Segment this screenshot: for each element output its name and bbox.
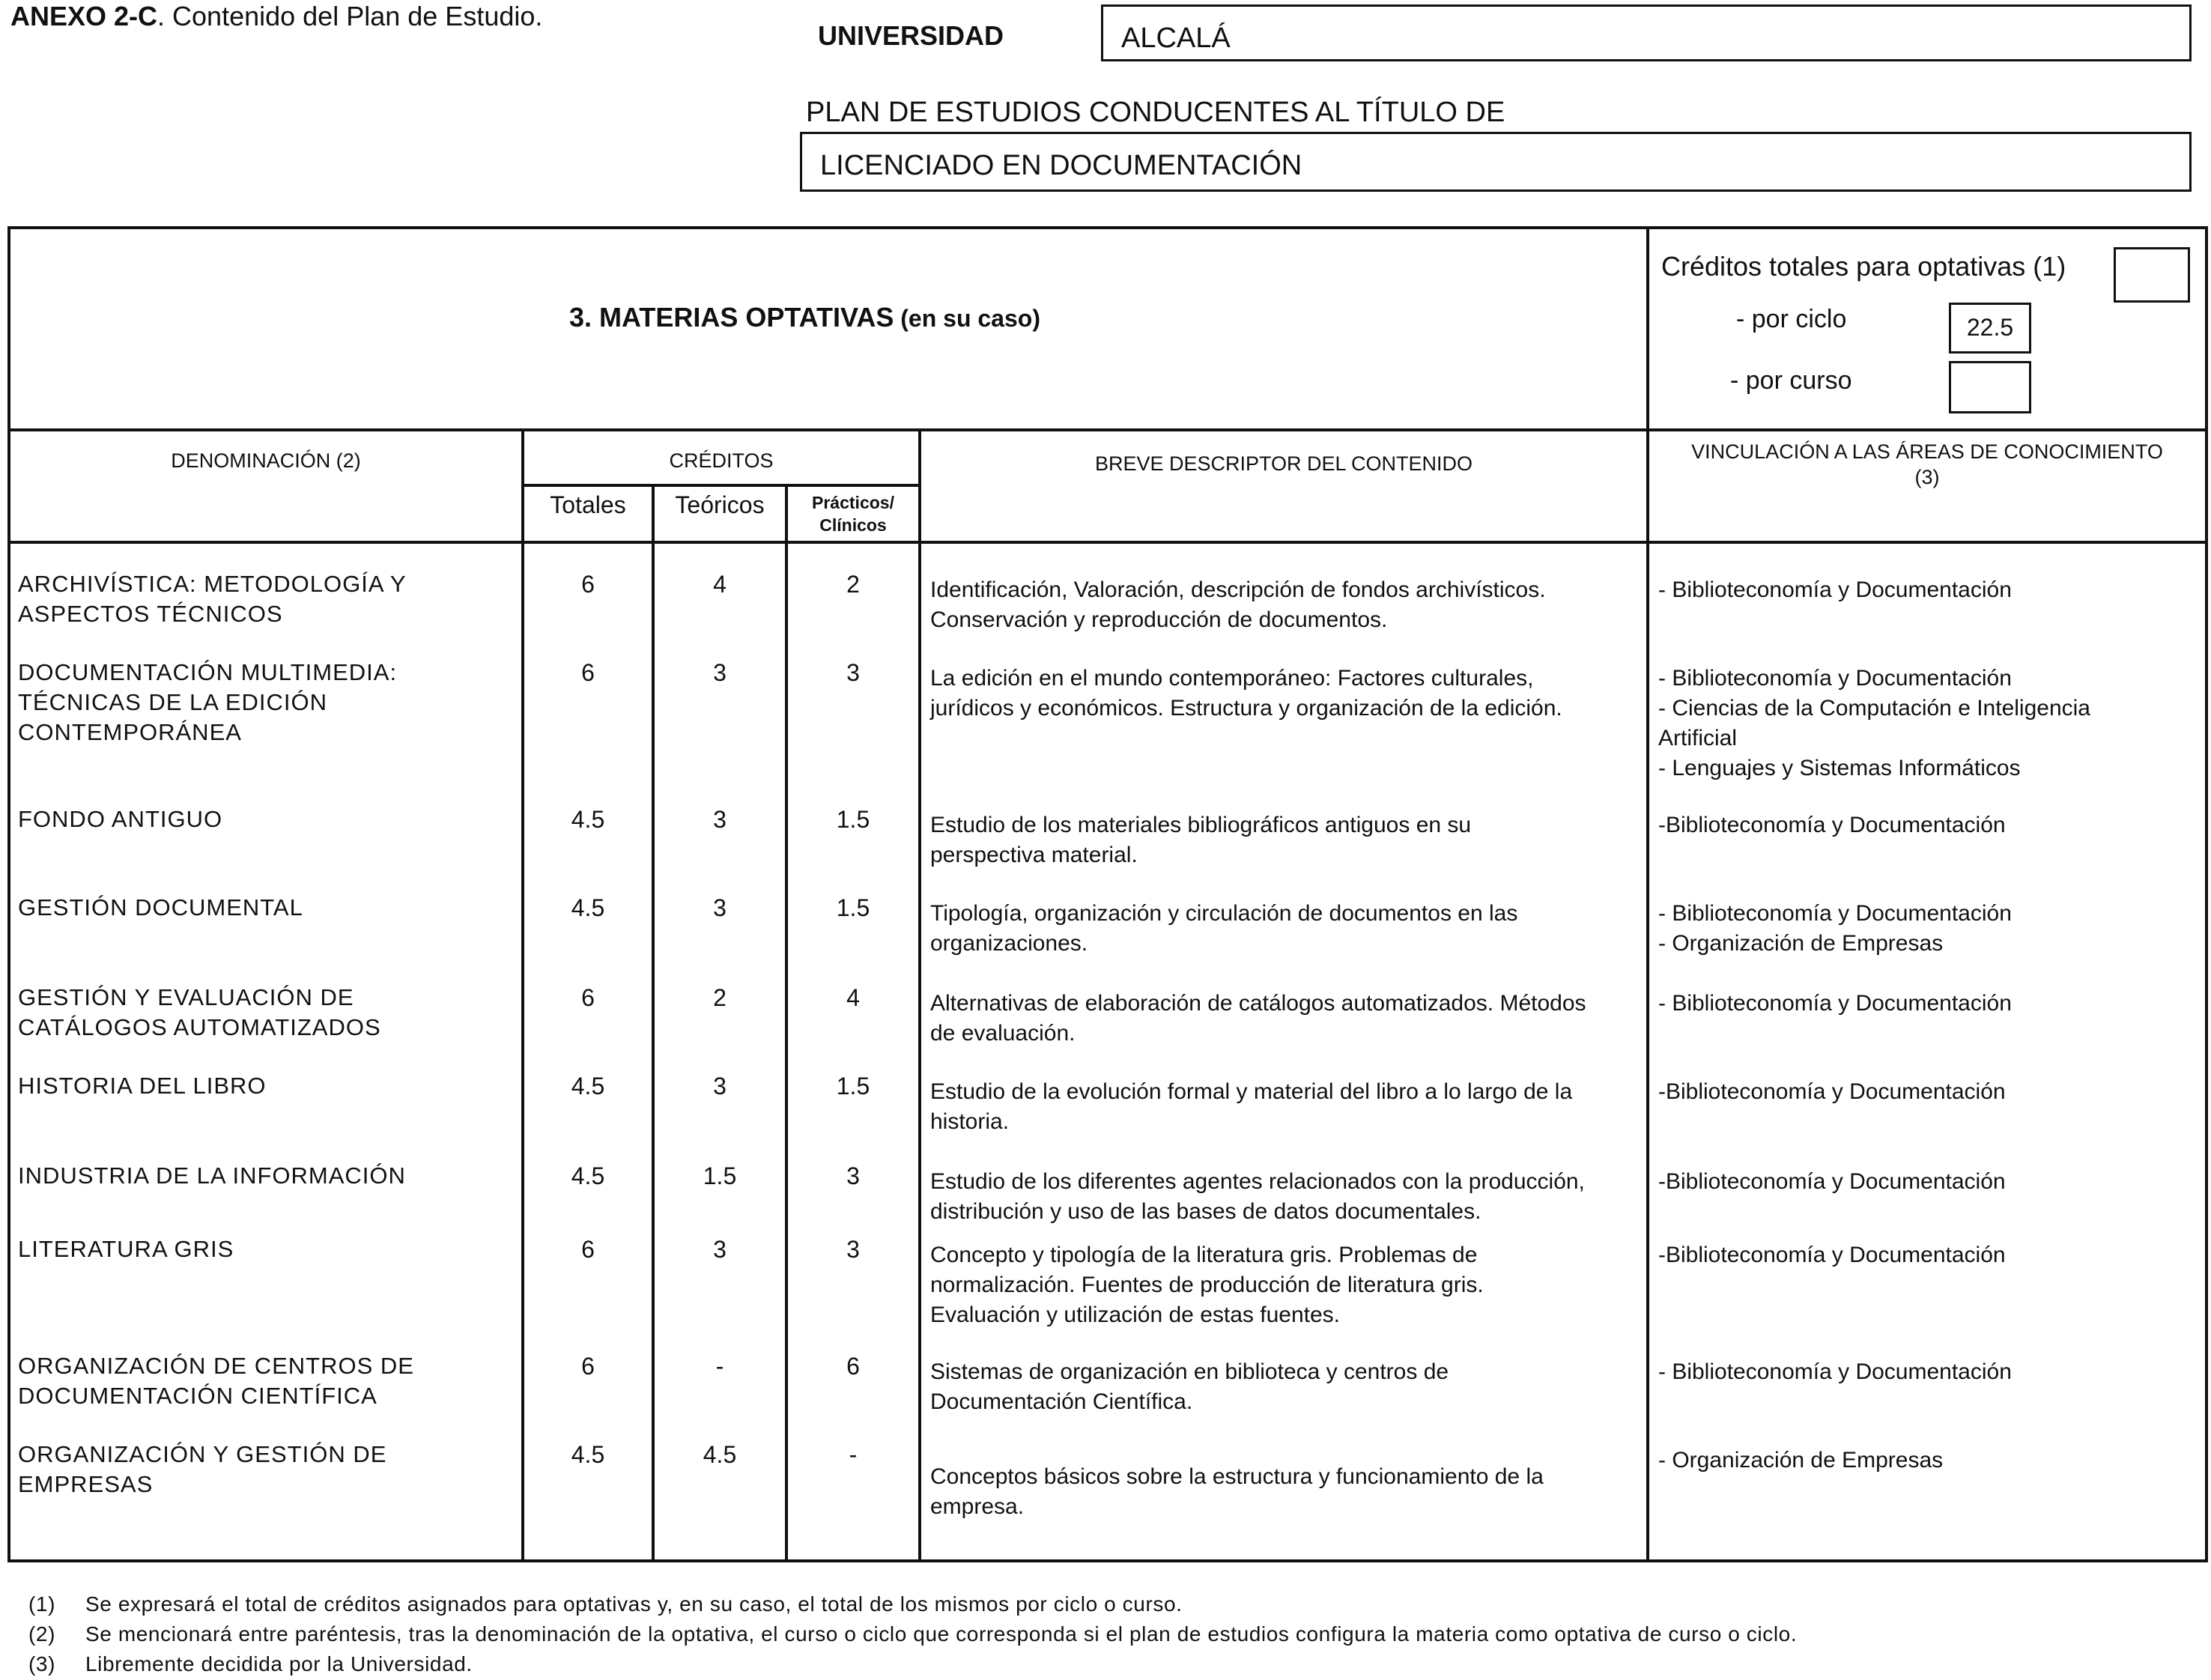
university-label: UNIVERSIDAD [818,20,1004,51]
footnote-number: (1) [28,1592,56,1616]
degree-field [800,132,2192,192]
credits-total: 4.5 [571,1073,605,1100]
credits-practice: 1.5 [836,806,870,833]
credits-practice: 2 [846,571,860,598]
total-credits-box [2114,247,2190,303]
credits-total: 4.5 [571,894,605,921]
knowledge-areas: -Biblioteconomía y Documentación [1658,813,2006,837]
subject-descriptor: Conceptos básicos sobre la estructura y funcionamiento de la empresa. [930,1464,1544,1519]
subject-name: HISTORIA DEL LIBRO [18,1073,267,1099]
credits-total: 4.5 [571,1162,605,1189]
plan-label: PLAN DE ESTUDIOS CONDUCENTES AL TÍTULO DE [806,97,1505,128]
section-title: 3. MATERIAS OPTATIVAS (en su caso) [569,302,1040,333]
footnote [28,1649,1797,1679]
footnote-text: Se mencionará entre paréntesis, tras la denominación de la optativa, el curso o ciclo que corresponda si el plan de estudios configura la materia como optativa de curso o ciclo. [85,1622,1798,1646]
credits-practice: 4 [846,984,860,1011]
annex-label: ANEXO 2-C [10,1,158,31]
subject-name: ORGANIZACIÓN DE CENTROS DE DOCUMENTACIÓN CIENTÍFICA [18,1353,414,1409]
annex-title [10,0,542,33]
knowledge-areas: - Biblioteconomía y Documentación [1658,577,2012,602]
credits-practice: 6 [846,1353,860,1380]
subject-name: FONDO ANTIGUO [18,806,223,832]
col-header-totales: Totales [550,491,626,518]
credits-total: 4.5 [571,806,605,833]
subject-name: ORGANIZACIÓN Y GESTIÓN DE EMPRESAS [18,1441,387,1497]
footnote [28,1589,1797,1619]
subject-name: GESTIÓN Y EVALUACIÓN DE CATÁLOGOS AUTOMATIZADOS [18,984,381,1040]
credits-practice: - [849,1441,858,1468]
divider [7,428,2208,431]
footnote-number: (2) [28,1622,56,1646]
credits-theory: 3 [713,659,727,686]
footnote [28,1619,1797,1649]
credits-practice: 3 [846,659,860,686]
knowledge-areas: - Biblioteconomía y Documentación - Ciencias de la Computación e Inteligencia Artificial - Lenguajes y Sistemas Informáticos [1658,666,2090,780]
per-course-label: - por curso [1730,366,1852,395]
credits-practice: 1.5 [836,1073,870,1100]
subject-descriptor: Alternativas de elaboración de catálogos automatizados. Métodos de evaluación. [930,991,1586,1046]
credits-theory: 4.5 [703,1441,737,1468]
subject-descriptor: Estudio de la evolución formal y material del libro a lo largo de la historia. [930,1079,1573,1134]
divider [1646,226,1649,1562]
subject-name: INDUSTRIA DE LA INFORMACIÓN [18,1162,406,1189]
subject-descriptor: La edición en el mundo contemporáneo: Factores culturales, jurídicos y económicos. Estructura y organización de la edición. [930,666,1562,721]
university-field [1101,4,2192,61]
per-cycle-box [1949,303,2031,354]
credits-total: 6 [581,1353,595,1380]
subject-name: LITERATURA GRIS [18,1236,234,1262]
credits-total: 6 [581,571,595,598]
knowledge-areas: - Biblioteconomía y Documentación [1658,991,2012,1016]
annex-subtitle: . Contenido del Plan de Estudio. [157,1,543,31]
credits-practice: 1.5 [836,894,870,921]
subject-name: DOCUMENTACIÓN MULTIMEDIA: TÉCNICAS DE LA EDICIÓN CONTEMPORÁNEA [18,659,398,745]
knowledge-areas: -Biblioteconomía y Documentación [1658,1243,2006,1267]
knowledge-areas: -Biblioteconomía y Documentación [1658,1079,2006,1104]
degree-value: LICENCIADO EN DOCUMENTACIÓN [820,150,1302,181]
divider [7,541,2208,544]
divider [785,484,788,1562]
knowledge-areas: -Biblioteconomía y Documentación [1658,1169,2006,1194]
credits-theory: 3 [713,894,727,921]
knowledge-areas: - Organización de Empresas [1658,1448,1944,1473]
subject-descriptor: Sistemas de organización en biblioteca y centros de Documentación Científica. [930,1359,1449,1414]
credits-theory: 3 [713,806,727,833]
col-header-creditos: CRÉDITOS [669,449,774,472]
col-header-vinculacion: VINCULACIÓN A LAS ÁREAS DE CONOCIMIENTO (3) [1691,440,2163,488]
col-header-descriptor: BREVE DESCRIPTOR DEL CONTENIDO [1094,452,1473,475]
per-cycle-value: 22.5 [1966,314,2014,341]
knowledge-areas: - Biblioteconomía y Documentación - Organización de Empresas [1658,901,2012,956]
col-header-practicos: Prácticos/ Clínicos [812,493,894,535]
per-cycle-label: - por ciclo [1736,305,1847,333]
subject-name: GESTIÓN DOCUMENTAL [18,894,303,921]
credits-theory: 1.5 [703,1162,737,1189]
credits-total: 6 [581,984,595,1011]
university-value: ALCALÁ [1121,22,1231,54]
col-header-denominacion: DENOMINACIÓN (2) [171,449,361,472]
subject-name: ARCHIVÍSTICA: METODOLOGÍA Y ASPECTOS TÉCNICOS [18,571,407,627]
footnotes [28,1589,1797,1679]
divider [652,484,655,1562]
divider [918,428,921,1562]
optional-credits-title: Créditos totales para optativas (1) [1661,251,2066,282]
knowledge-areas: - Biblioteconomía y Documentación [1658,1359,2012,1384]
footnote-number: (3) [28,1652,56,1676]
footnote-text: Se expresará el total de créditos asignados para optativas y, en su caso, el total de los mismos por ciclo o curso. [85,1592,1183,1616]
col-header-teoricos: Teóricos [675,491,765,518]
credits-total: 6 [581,1236,595,1263]
credits-theory: 2 [713,984,727,1011]
subject-descriptor: Tipología, organización y circulación de documentos en las organizaciones. [930,901,1518,956]
credits-theory: 3 [713,1236,727,1263]
credits-theory: 3 [713,1073,727,1100]
subject-descriptor: Estudio de los materiales bibliográficos antiguos en su perspectiva material. [930,813,1472,867]
credits-total: 4.5 [571,1441,605,1468]
subject-descriptor: Estudio de los diferentes agentes relacionados con la producción, distribución y uso de las bases de datos documentales. [930,1169,1585,1224]
credits-practice: 3 [846,1162,860,1189]
credits-total: 6 [581,659,595,686]
credits-theory: - [715,1353,724,1380]
credits-theory: 4 [713,571,727,598]
subject-descriptor: Concepto y tipología de la literatura gris. Problemas de normalización. Fuentes de producción de literatura gris. Evaluación y utilización de estas fuentes. [930,1243,1484,1327]
divider [521,484,921,487]
subject-descriptor: Identificación, Valoración, descripción de fondos archivísticos. Conservación y reproducción de documentos. [930,577,1546,632]
footnote-text: Libremente decidida por la Universidad. [85,1652,473,1676]
per-course-box [1949,361,2031,413]
credits-practice: 3 [846,1236,860,1263]
